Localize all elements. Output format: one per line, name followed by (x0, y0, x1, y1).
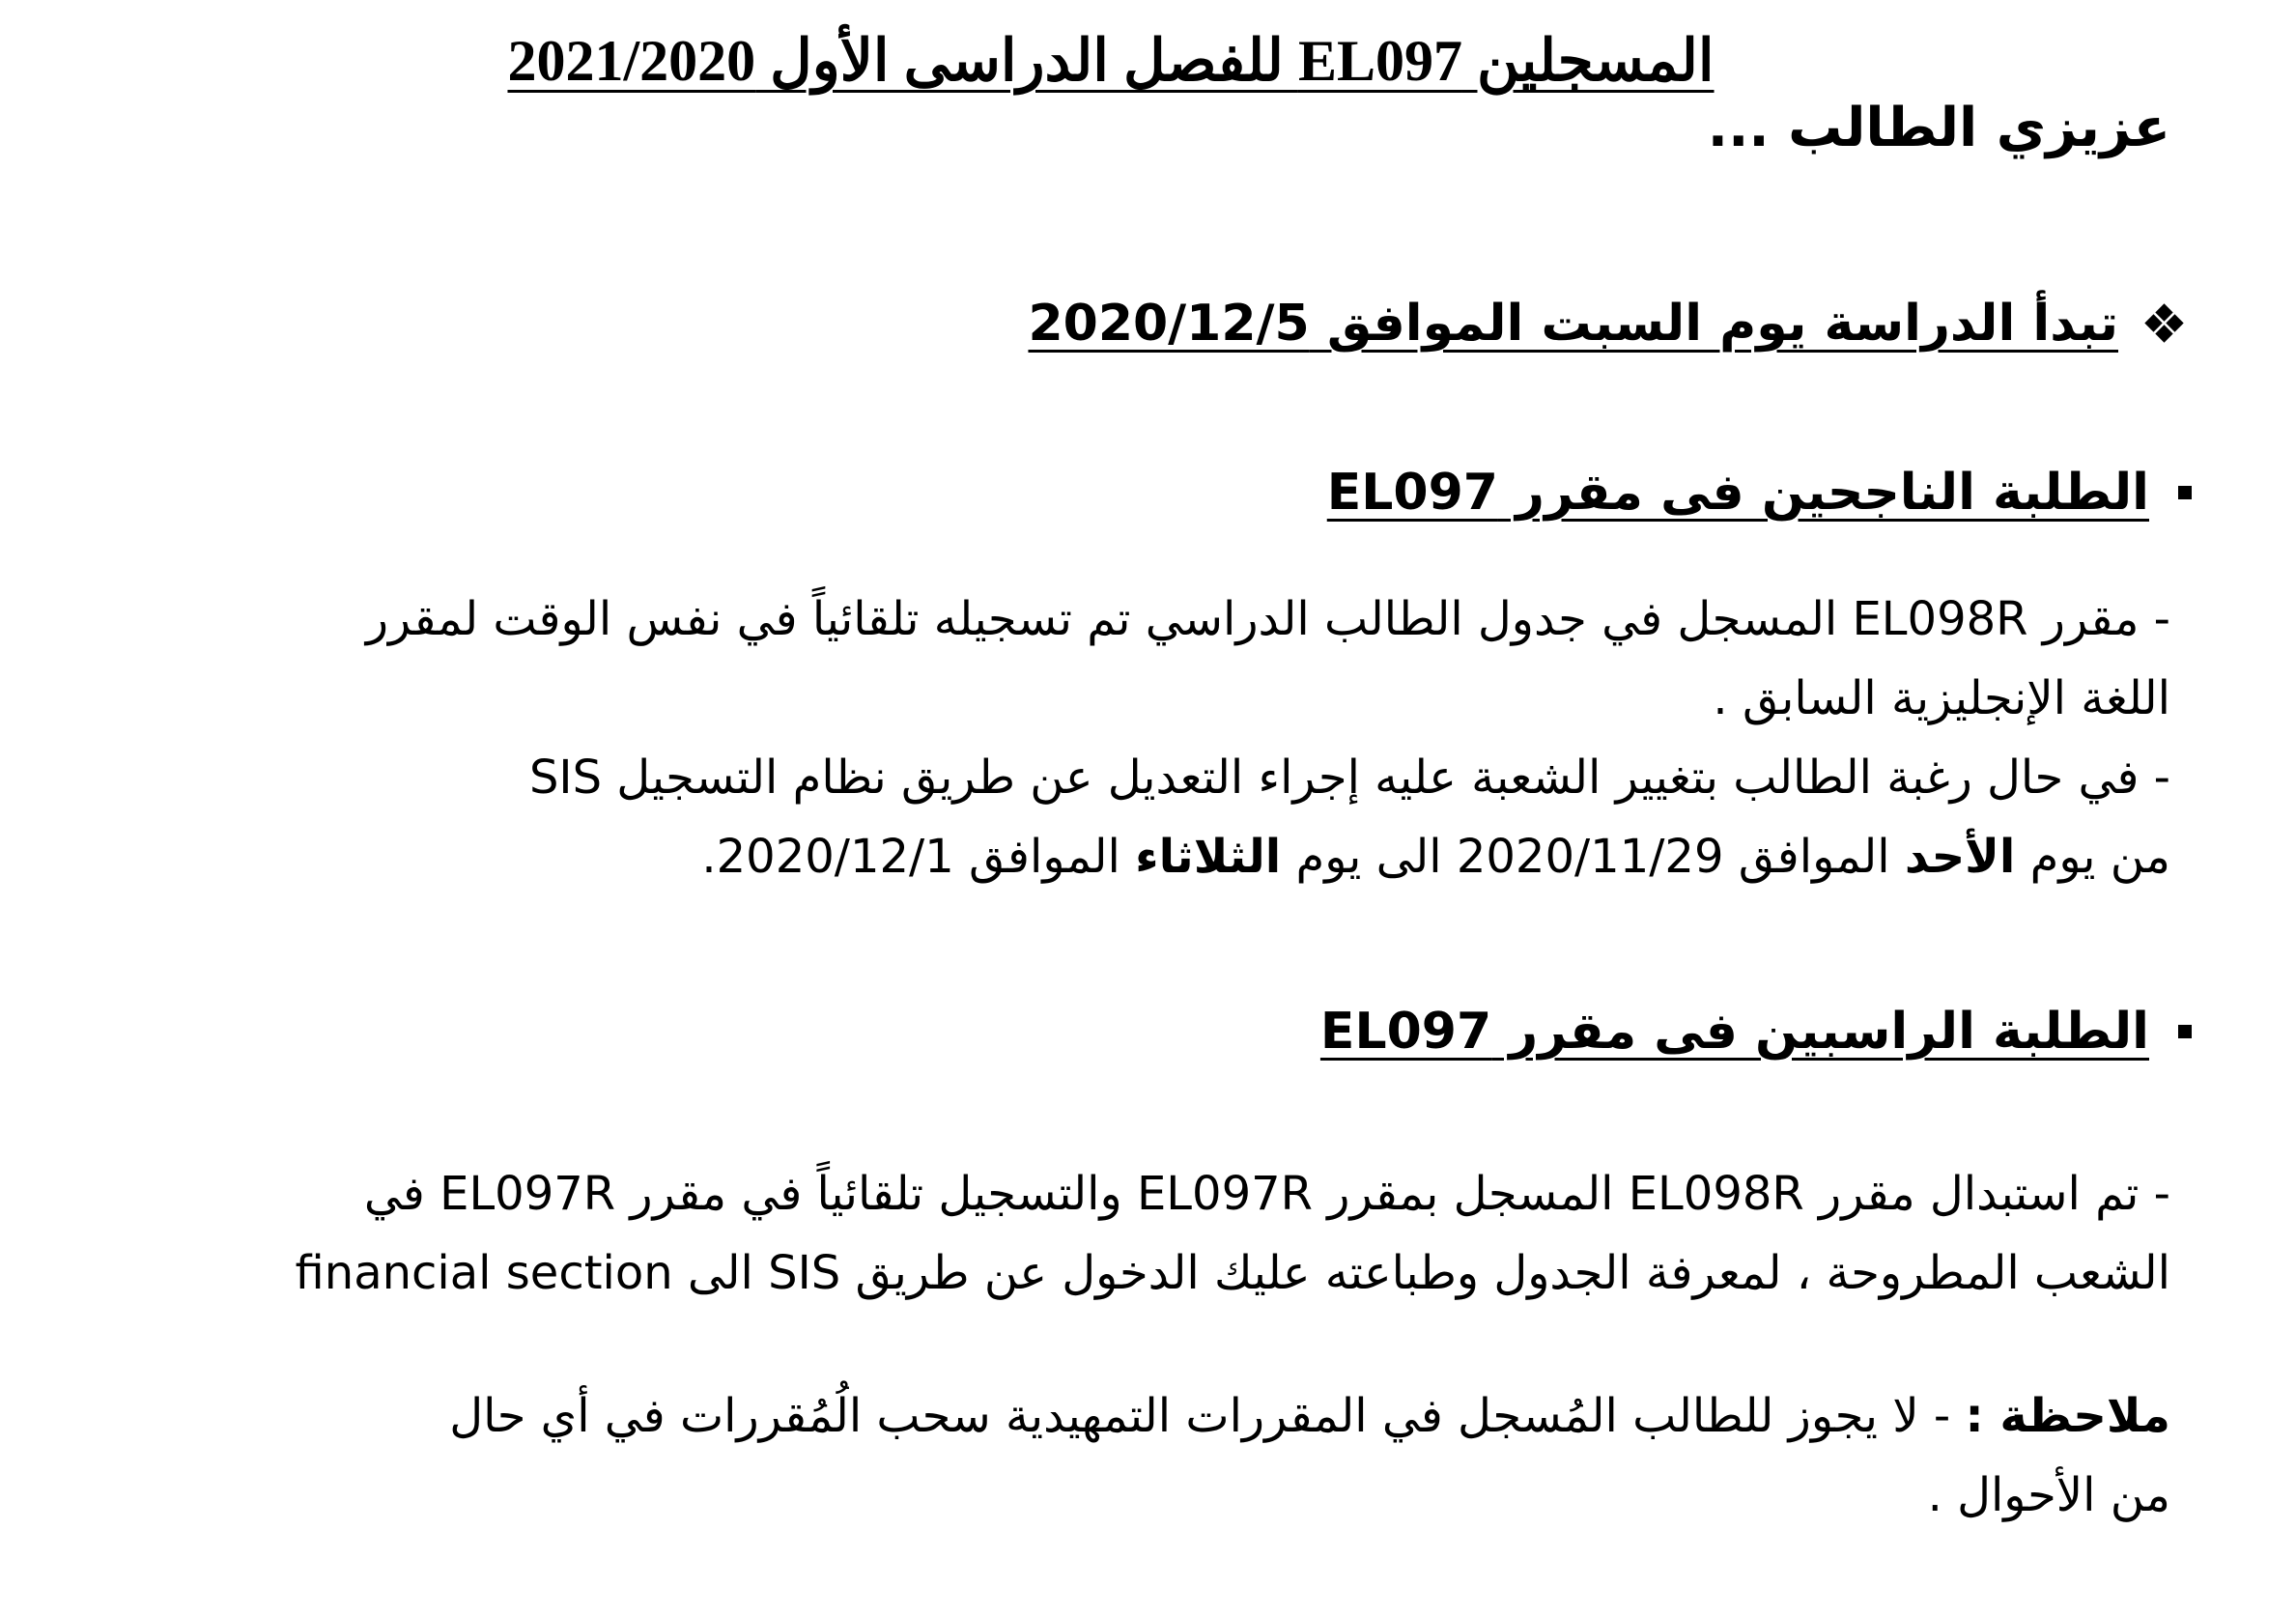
text-run: الموافق 2020/11/29 الى يوم (1281, 830, 1905, 884)
paragraph-line: - تم استبدال مقرر EL098R المسجل بمقرر EL097R والتسجيل تلقائياً في مقرر EL097R في (363, 1167, 2170, 1221)
square-bullet-icon (2178, 1025, 2192, 1038)
square-bullet-icon (2178, 486, 2192, 499)
page-title (0, 27, 2222, 95)
paragraph-line: - في حال رغبة الطالب بتغيير الشعبة عليه إجراء التعديل عن طريق نظام التسجيل SIS (528, 751, 2170, 805)
page-title-text: المسجلين EL097 للفصل الدراسى الأول 2021/2020 (507, 29, 1715, 93)
start-date-text: تبدأ الدراسة يوم السبت الموافق 2020/12/5 (1028, 295, 2118, 353)
paragraph-line: من الأحوال . (1927, 1468, 2170, 1522)
diamond-bullet-icon (2147, 306, 2182, 341)
passed-students-heading (1327, 464, 2192, 522)
note-paragraph (142, 1376, 2170, 1535)
passed-students-paragraph (142, 580, 2170, 896)
text-run: الموافق 2020/12/1. (701, 830, 1136, 884)
failed-students-paragraph (36, 1154, 2170, 1313)
failed-heading-text: الطلبة الراسبين فى مقرر EL097 (1319, 1003, 2149, 1061)
paragraph-line: الشعب المطروحة ، لمعرفة الجدول وطباعته عليك الدخول عن طريق SIS الى financial section (295, 1246, 2170, 1300)
note-label: ملاحظة : (1965, 1389, 2170, 1443)
text-run: - لا يجوز للطالب المُسجل في المقررات التمهيدية سحب الُمُقررات في أي حال (449, 1389, 1966, 1443)
bold-day-name: الأحد (1904, 830, 2016, 884)
paragraph-line: اللغة الإنجليزية السابق . (1713, 671, 2170, 725)
bold-day-name: الثلاثاء (1135, 830, 1282, 884)
paragraph-line: - مقرر EL098R المسجل في جدول الطالب الدراسي تم تسجيله تلقائياً في نفس الوقت لمقرر (365, 592, 2170, 646)
failed-students-heading (1320, 1003, 2192, 1061)
text-run: من يوم (2015, 830, 2170, 884)
start-date-notice (1028, 295, 2182, 353)
paragraph-line (142, 1376, 2170, 1456)
paragraph-line (142, 817, 2170, 896)
greeting: عزيزي الطالب ... (1707, 97, 2170, 159)
passed-heading-text: الطلبة الناجحين فى مقرر EL097 (1326, 464, 2149, 522)
